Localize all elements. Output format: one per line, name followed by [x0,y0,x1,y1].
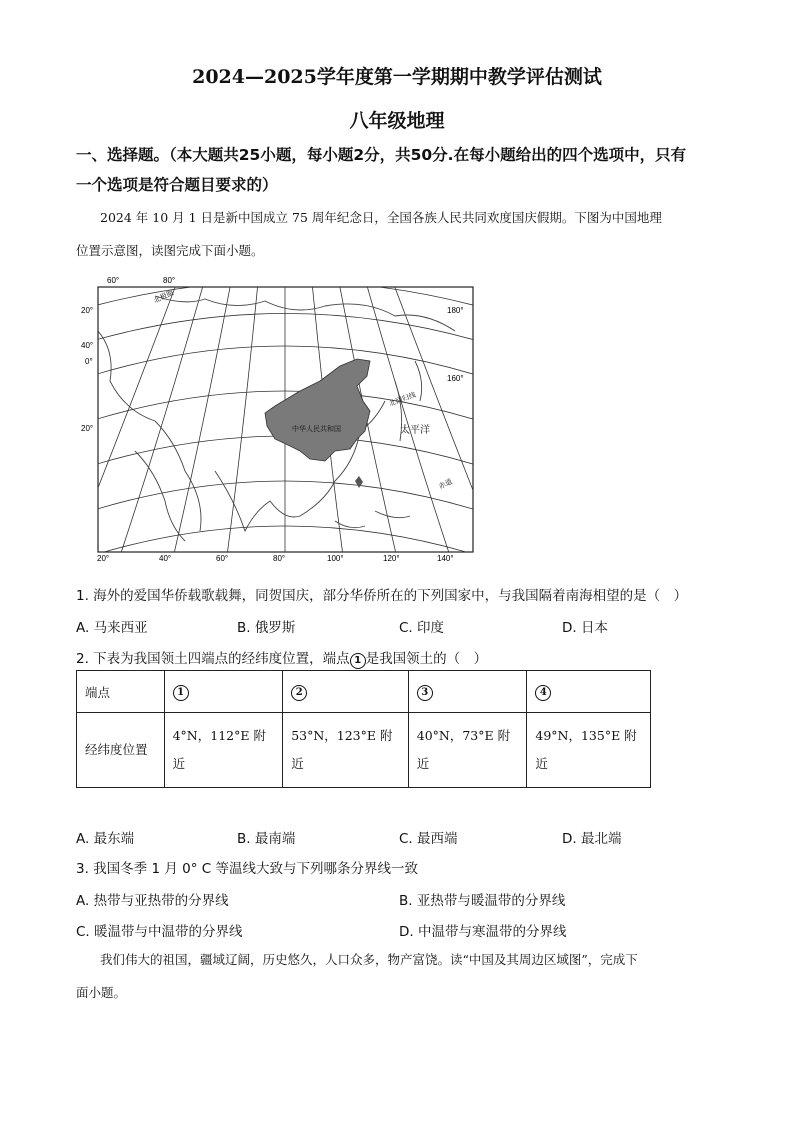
intro-2-line2: 面小题。 [76,985,127,1000]
section-heading-line1: 一、选择题。（本大题共25小题，每小题2分，共50分.在每小题给出的四个选项中，只有 [76,146,687,164]
coord-line: 近 [291,756,304,771]
extreme-points-table [76,670,651,788]
coord-line: 53°N，123°E 附 [291,728,393,743]
map-svg [81,271,475,563]
q3-option-a[interactable]: A. 热带与亚热带的分界线 [76,893,229,909]
section-heading-line2: 一个选项是符合题目要求的） [76,176,278,194]
coord-line: 49°N，135°E 附 [535,728,637,743]
q1-option-c[interactable]: C. 印度 [399,620,445,636]
bottom-lon-label: 120° [383,554,400,563]
coord-line: 40°N，73°E 附 [416,728,511,743]
question-2-stem [76,647,726,669]
point-1-marker: 1 [173,685,189,701]
point-4-marker: 4 [535,685,551,701]
arctic-circle-label: 北极圈 [152,289,175,305]
q2-option-b[interactable]: B. 最南端 [237,831,296,847]
q2-option-a[interactable]: A. 最东端 [76,831,135,847]
intro-paragraph-2 [76,943,716,1009]
q3-option-b[interactable]: B. 亚热带与暖温带的分界线 [399,893,566,909]
left-lat-label: 20° [81,306,94,315]
right-lon-label: 160° [447,374,464,383]
table-header-cell: 端点 [77,671,165,713]
top-lon-label: 60° [107,276,120,285]
coord-line: 近 [416,756,430,771]
q2-option-d[interactable]: D. 最北端 [562,831,622,847]
coord-line: 近 [172,756,186,771]
q2-stem-after: 是我国领土的（ ） [365,651,488,667]
table-row [77,713,651,788]
table-header-cell [164,671,283,713]
bottom-lon-label: 40° [159,554,172,563]
table-header-cell [283,671,409,713]
q2-stem-before: 2. 下表为我国领土四端点的经纬度位置，端点 [76,651,350,667]
left-lat-label: 40° [81,341,94,350]
q2-option-c[interactable]: C. 最西端 [399,831,458,847]
q1-option-a[interactable]: A. 马来西亚 [76,620,148,636]
coord-line: 近 [535,756,548,771]
question-1-stem: 1. 海外的爱国华侨载歌载舞，同贺国庆，部分华侨所在的下列国家中，与我国隔着南海相望的是（ ） [76,588,688,604]
table-cell [527,713,651,788]
exam-subtitle: 八年级地理 [349,110,445,132]
q3-option-d[interactable]: D. 中温带与寒温带的分界线 [399,924,567,940]
q1-option-b[interactable]: B. 俄罗斯 [237,620,296,636]
table-header-cell [408,671,527,713]
table-cell [164,713,283,788]
point-3-marker: 3 [417,685,433,701]
bottom-lon-label: 80° [273,554,286,563]
coord-line: 4°N，112°E 附 [172,728,266,743]
q1-option-d[interactable]: D. 日本 [562,620,608,636]
bottom-lon-label: 20° [97,554,110,563]
china-location-map [81,271,475,563]
bottom-lon-label: 140° [437,554,454,563]
equator-label: 赤道 [437,478,454,491]
intro-paragraph-1 [76,201,716,267]
bottom-lon-label: 60° [216,554,229,563]
top-lon-label: 80° [163,276,176,285]
point-1-marker: 1 [350,653,366,669]
table-row [77,671,651,713]
right-lon-label: 180° [447,306,464,315]
table-header-cell [527,671,651,713]
intro-1-line1: 2024 年 10 月 1 日是新中国成立 75 周年纪念日，全国各族人民共同欢度国庆假期。下图为中国地理 [100,210,662,225]
section-heading [76,140,726,200]
q3-option-c[interactable]: C. 暖温带与中温带的分界线 [76,924,243,940]
exam-title: 2024—2025学年度第一学期期中教学评估测试 [192,66,602,88]
tropic-of-cancer-label: 北回归线 [388,391,417,408]
china-label: 中华人民共和国 [292,426,341,433]
question-3-stem: 3. 我国冬季 1 月 0° C 等温线大致与下列哪条分界线一致 [76,861,418,877]
point-2-marker: 2 [291,685,307,701]
bottom-lon-label: 100° [327,554,344,563]
table-cell [283,713,409,788]
intro-1-line2: 位置示意图，读图完成下面小题。 [76,243,264,258]
table-cell: 经纬度位置 [77,713,165,788]
left-lat-label: 20° [81,424,94,433]
pacific-ocean-label: 太平洋 [400,425,430,436]
table-cell [408,713,527,788]
intro-2-line1: 我们伟大的祖国，疆域辽阔，历史悠久，人口众多，物产富饶。读“中国及其周边区域图”，完成下 [100,952,638,967]
left-lat-label: 0° [85,357,93,366]
